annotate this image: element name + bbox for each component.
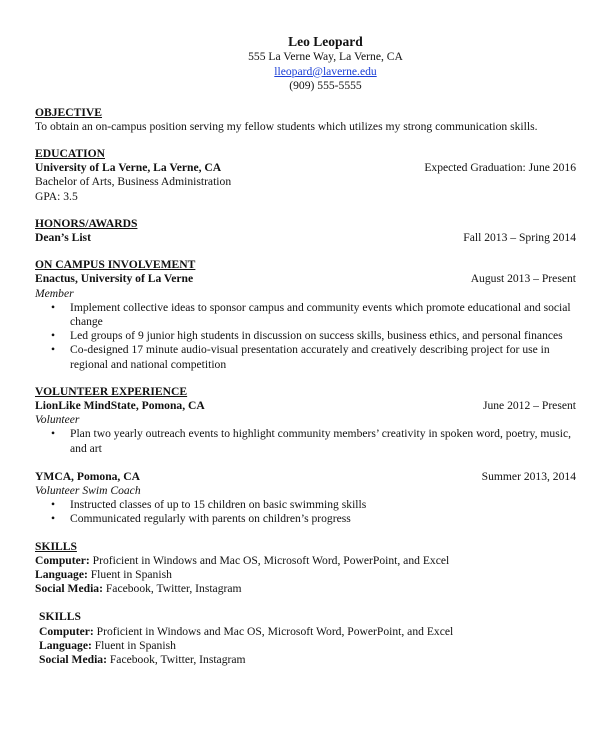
degree: Bachelor of Arts, Business Administration bbox=[35, 175, 232, 189]
award-date: Fall 2013 – Spring 2014 bbox=[463, 230, 576, 244]
role-title: Member bbox=[35, 286, 74, 300]
resume-header bbox=[75, 33, 576, 94]
school-name: University of La Verne, La Verne, CA bbox=[35, 161, 222, 175]
section-title: SKILLS bbox=[39, 610, 81, 624]
skill-label: Computer: bbox=[39, 624, 94, 638]
list-item: • Communicated regularly with parents on children’s progress bbox=[35, 512, 576, 526]
skill-line-language bbox=[39, 639, 576, 653]
skill-value: Facebook, Twitter, Instagram bbox=[102, 582, 242, 596]
bullet-list bbox=[35, 301, 576, 372]
section-title: OBJECTIVE bbox=[35, 105, 103, 119]
list-item: • Plan two yearly outreach events to highlight community members’ creativity in spoken word, poetry, music, and art bbox=[35, 427, 576, 455]
campus-section bbox=[35, 258, 576, 372]
education-section bbox=[35, 147, 576, 204]
applicant-name: Leo Leopard bbox=[288, 34, 363, 49]
skill-value: Proficient in Windows and Mac OS, Microsoft Word, PowerPoint, and Excel bbox=[93, 624, 454, 638]
section-title: EDUCATION bbox=[35, 146, 105, 160]
bullet-list bbox=[35, 498, 576, 526]
skill-label: Social Media: bbox=[35, 582, 103, 596]
gpa: GPA: 3.5 bbox=[35, 189, 78, 203]
skill-line-social bbox=[39, 653, 576, 667]
list-item: • Instructed classes of up to 15 children on basic swimming skills bbox=[35, 498, 576, 512]
email-link[interactable]: lleopard@laverne.edu bbox=[274, 64, 377, 78]
award-name: Dean’s List bbox=[35, 230, 91, 244]
list-item: • Led groups of 9 junior high students in discussion on success skills, business ethics, and personal finances bbox=[35, 329, 576, 343]
skill-line-language bbox=[35, 568, 576, 582]
skill-value: Facebook, Twitter, Instagram bbox=[106, 653, 246, 666]
skill-line-computer bbox=[35, 554, 576, 568]
skill-line-computer bbox=[39, 625, 576, 639]
skills-section-repeat bbox=[39, 610, 576, 667]
section-title: VOLUNTEER EXPERIENCE bbox=[35, 384, 188, 398]
section-title: HONORS/AWARDS bbox=[35, 216, 138, 230]
volunteer-date: June 2012 – Present bbox=[482, 398, 576, 412]
objective-text: To obtain an on-campus position serving my fellow students which utilizes my strong communication skills. bbox=[35, 119, 538, 133]
role-title: Volunteer Swim Coach bbox=[35, 483, 141, 497]
skill-label: Social Media: bbox=[39, 653, 107, 666]
graduation-date: Expected Graduation: June 2016 bbox=[424, 161, 576, 175]
objective-section bbox=[35, 106, 576, 134]
organization-name: LionLike MindState, Pomona, CA bbox=[35, 398, 205, 412]
section-title: SKILLS bbox=[35, 539, 77, 553]
phone-line: (909) 555-5555 bbox=[289, 79, 362, 92]
list-item: • Implement collective ideas to sponsor campus and community events which promote educational and social change bbox=[35, 301, 576, 329]
resume-page bbox=[35, 33, 576, 667]
volunteer-date: Summer 2013, 2014 bbox=[481, 469, 576, 483]
bullet-list bbox=[35, 427, 576, 455]
volunteer-entry bbox=[35, 399, 576, 456]
skill-label: Language: bbox=[35, 567, 88, 581]
skill-label: Computer: bbox=[35, 553, 90, 567]
role-title: Volunteer bbox=[35, 413, 80, 427]
volunteer-section bbox=[35, 385, 576, 527]
skill-value: Proficient in Windows and Mac OS, Microsoft Word, PowerPoint, and Excel bbox=[89, 553, 450, 567]
skill-line-social bbox=[35, 582, 576, 596]
organization-name: Enactus, University of La Verne bbox=[35, 272, 194, 286]
skill-value: Fluent in Spanish bbox=[87, 567, 172, 581]
honors-section bbox=[35, 217, 576, 245]
skills-section bbox=[35, 540, 576, 597]
skill-value: Fluent in Spanish bbox=[91, 638, 176, 652]
list-item: • Co-designed 17 minute audio-visual presentation accurately and creatively describing project for use in regional and national competition bbox=[35, 343, 576, 371]
section-title: ON CAMPUS INVOLVEMENT bbox=[35, 258, 196, 272]
address-line: 555 La Verne Way, La Verne, CA bbox=[248, 50, 403, 63]
involvement-date: August 2013 – Present bbox=[470, 272, 576, 286]
volunteer-entry bbox=[35, 470, 576, 527]
skill-label: Language: bbox=[39, 638, 92, 652]
organization-name: YMCA, Pomona, CA bbox=[35, 469, 140, 483]
